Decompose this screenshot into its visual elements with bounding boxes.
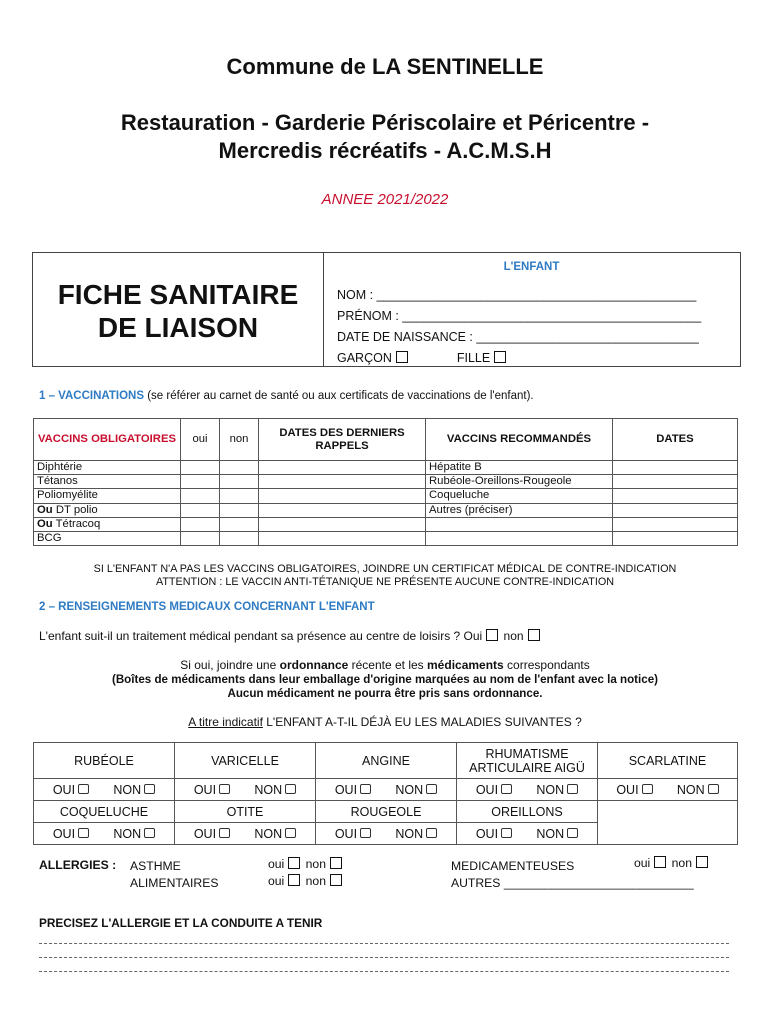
oui-checkbox[interactable] xyxy=(219,828,230,838)
non-cell[interactable] xyxy=(220,517,259,531)
oui-cell[interactable] xyxy=(181,489,220,503)
medicamenteuses-oui-checkbox[interactable] xyxy=(654,856,666,868)
traitement-non-label: non xyxy=(503,629,524,643)
sexe-row xyxy=(337,348,701,369)
ouinon-cell: OUI NON xyxy=(34,823,175,845)
maladie-name: RUBÉOLE xyxy=(34,743,175,779)
non-checkbox[interactable] xyxy=(285,828,296,838)
oui-checkbox[interactable] xyxy=(501,784,512,794)
vaccin-row xyxy=(34,489,738,503)
asthme-oui-checkbox[interactable] xyxy=(288,857,300,869)
maladies-question: A titre indicatif L'ENFANT A-T-IL DÉJÀ EU LES MALADIES SUIVANTES ? xyxy=(188,715,582,729)
medicamenteuses-label: MEDICAMENTEUSES xyxy=(451,859,575,873)
maladies-ouinon-row xyxy=(34,779,738,801)
traitement-question: L'enfant suit-il un traitement médical pendant sa présence au centre de loisirs ? Oui non xyxy=(39,629,542,643)
garcon-label: GARÇON xyxy=(337,351,392,365)
maladie-name: ROUGEOLE xyxy=(316,801,457,823)
enfant-heading: L'ENFANT xyxy=(503,261,560,273)
vaccin-obligatoire: BCG xyxy=(34,531,181,545)
traitement-oui-checkbox[interactable] xyxy=(486,629,498,641)
precisez-heading: PRECISEZ L'ALLERGIE ET LA CONDUITE A TENIR xyxy=(39,916,323,930)
vaccin-obligatoire: Ou Tétracoq xyxy=(34,517,181,531)
date-cell[interactable] xyxy=(613,475,738,489)
allergies-label: ALLERGIES : xyxy=(39,858,117,872)
header-rappels: DATES DES DERNIERS RAPPELS xyxy=(259,419,426,461)
date-cell[interactable] xyxy=(613,461,738,475)
asthme-label: ASTHME xyxy=(130,859,181,873)
fiche-title: FICHE SANITAIRE DE LIAISON xyxy=(57,279,299,343)
oui-checkbox[interactable] xyxy=(360,784,371,794)
ouinon-cell: OUI NON xyxy=(457,779,598,801)
rappel-cell[interactable] xyxy=(259,517,426,531)
rappel-cell[interactable] xyxy=(259,461,426,475)
naissance-field[interactable]: DATE DE NAISSANCE : ________________________________ xyxy=(337,330,699,344)
header-recommandes: VACCINS RECOMMANDÉS xyxy=(426,419,613,461)
non-checkbox[interactable] xyxy=(708,784,719,794)
precisez-line[interactable] xyxy=(39,957,729,958)
vaccin-row xyxy=(34,503,738,517)
maladie-name: RHUMATISME ARTICULAIRE AIGÜ xyxy=(457,743,598,779)
oui-checkbox[interactable] xyxy=(78,784,89,794)
medicamenteuses-non-checkbox[interactable] xyxy=(696,856,708,868)
ouinon-cell: OUI NON xyxy=(175,779,316,801)
non-cell[interactable] xyxy=(220,461,259,475)
header-oui: oui xyxy=(181,419,220,461)
non-checkbox[interactable] xyxy=(144,784,155,794)
commune-title: Commune de LA SENTINELLE xyxy=(226,54,544,79)
ouinon-cell: OUI NON xyxy=(457,823,598,845)
oui-cell[interactable] xyxy=(181,517,220,531)
vaccins-header-row xyxy=(34,419,738,461)
allergies-checkboxes-left: oui non oui non xyxy=(268,856,344,890)
vaccin-recommande: Rubéole-Oreillons-Rougeole xyxy=(426,475,613,489)
vaccin-row xyxy=(34,475,738,489)
oui-checkbox[interactable] xyxy=(501,828,512,838)
date-cell[interactable] xyxy=(613,489,738,503)
service-title-line1: Restauration - Garderie Périscolaire et Péricentre - xyxy=(120,110,650,135)
date-cell[interactable] xyxy=(613,531,738,545)
vaccin-recommande: Autres (préciser) xyxy=(426,503,613,517)
annee-label: ANNEE 2021/2022 xyxy=(321,191,449,208)
maladie-name: VARICELLE xyxy=(175,743,316,779)
service-title-line2: Mercredis récréatifs - A.C.M.S.H xyxy=(218,138,552,163)
garcon-checkbox[interactable] xyxy=(396,351,408,363)
maladie-name: SCARLATINE xyxy=(598,743,738,779)
medical-heading: 2 – RENSEIGNEMENTS MEDICAUX CONCERNANT L'ENFANT xyxy=(39,601,375,613)
header-obligatoires: VACCINS OBLIGATOIRES xyxy=(34,419,181,461)
allergies-types xyxy=(130,858,219,892)
ouinon-cell: OUI NON xyxy=(316,779,457,801)
maladies-table xyxy=(33,742,738,845)
empty-cell xyxy=(598,801,738,845)
fille-label: FILLE xyxy=(456,351,491,365)
non-checkbox[interactable] xyxy=(567,784,578,794)
rappel-cell[interactable] xyxy=(259,475,426,489)
alimentaires-label: ALIMENTAIRES xyxy=(130,876,219,890)
oui-checkbox[interactable] xyxy=(78,828,89,838)
vaccin-row xyxy=(34,531,738,545)
maladie-name: ANGINE xyxy=(316,743,457,779)
oui-cell[interactable] xyxy=(181,503,220,517)
asthme-non-checkbox[interactable] xyxy=(330,857,342,869)
vaccin-row xyxy=(34,461,738,475)
ordonnance-note: Si oui, joindre une ordonnance récente et les médicaments correspondants xyxy=(180,658,590,672)
vaccin-recommande: Coqueluche xyxy=(426,489,613,503)
autres-field[interactable]: AUTRES ____________________________ xyxy=(451,876,694,890)
header-dates: DATES xyxy=(613,419,738,461)
vaccins-table xyxy=(33,418,738,546)
non-checkbox[interactable] xyxy=(426,828,437,838)
oui-cell[interactable] xyxy=(181,461,220,475)
traitement-non-checkbox[interactable] xyxy=(528,629,540,641)
boites-note: (Boîtes de médicaments dans leur emballage d'origine marquées au nom de l'enfant avec la notice) xyxy=(111,673,659,686)
vaccinations-heading: 1 – VACCINATIONS (se référer au carnet de santé ou aux certificats de vaccinations de l'enfant). xyxy=(39,390,534,402)
non-cell[interactable] xyxy=(220,489,259,503)
vaccin-obligatoire: Diphtérie xyxy=(34,461,181,475)
aucun-medicament-note: Aucun médicament ne pourra être pris sans ordonnance. xyxy=(227,687,543,700)
header-non: non xyxy=(220,419,259,461)
rappel-cell[interactable] xyxy=(259,489,426,503)
precisez-line[interactable] xyxy=(39,971,729,972)
date-cell[interactable] xyxy=(613,517,738,531)
non-cell[interactable] xyxy=(220,531,259,545)
ouinon-cell: OUI NON xyxy=(598,779,738,801)
maladie-name: OREILLONS xyxy=(457,801,598,823)
vaccin-obligatoire: Ou DT polio xyxy=(34,503,181,517)
non-cell[interactable] xyxy=(220,475,259,489)
rappel-cell[interactable] xyxy=(259,531,426,545)
non-checkbox[interactable] xyxy=(426,784,437,794)
oui-cell[interactable] xyxy=(181,531,220,545)
vaccin-recommande xyxy=(426,517,613,531)
nom-field[interactable]: NOM : ______________________________________________ xyxy=(337,288,697,302)
non-checkbox[interactable] xyxy=(144,828,155,838)
ouinon-cell: OUI NON xyxy=(316,823,457,845)
oui-checkbox[interactable] xyxy=(642,784,653,794)
vaccin-row xyxy=(34,517,738,531)
rappel-cell[interactable] xyxy=(259,503,426,517)
alimentaires-non-checkbox[interactable] xyxy=(330,874,342,886)
precisez-line[interactable] xyxy=(39,943,729,944)
vaccins-warning: SI L'ENFANT N'A PAS LES VACCINS OBLIGATOIRES, JOINDRE UN CERTIFICAT MÉDICAL DE CONTRE-INDICATION ATTENTION : LE VACCIN ANTI-TÉTANIQUE NE PRÉSENTE AUCUNE CONTRE-INDICATION xyxy=(93,563,677,588)
medicamenteuses-checkboxes: oui non xyxy=(634,856,710,870)
ouinon-cell: OUI NON xyxy=(34,779,175,801)
alimentaires-oui-checkbox[interactable] xyxy=(288,874,300,886)
vaccin-recommande xyxy=(426,531,613,545)
ouinon-cell: OUI NON xyxy=(175,823,316,845)
date-cell[interactable] xyxy=(613,503,738,517)
non-checkbox[interactable] xyxy=(285,784,296,794)
maladies-names-row xyxy=(34,743,738,779)
oui-checkbox[interactable] xyxy=(219,784,230,794)
maladie-name: OTITE xyxy=(175,801,316,823)
non-checkbox[interactable] xyxy=(567,828,578,838)
prenom-field[interactable]: PRÉNOM : ___________________________________________ xyxy=(337,309,702,323)
vaccin-obligatoire: Tétanos xyxy=(34,475,181,489)
vaccin-obligatoire: Poliomyélite xyxy=(34,489,181,503)
oui-checkbox[interactable] xyxy=(360,828,371,838)
oui-cell[interactable] xyxy=(181,475,220,489)
non-cell[interactable] xyxy=(220,503,259,517)
maladies-names-row xyxy=(34,801,738,823)
maladie-name: COQUELUCHE xyxy=(34,801,175,823)
fille-checkbox[interactable] xyxy=(494,351,506,363)
vaccin-recommande: Hépatite B xyxy=(426,461,613,475)
fiche-box xyxy=(32,252,741,367)
enfant-fields xyxy=(337,285,701,369)
